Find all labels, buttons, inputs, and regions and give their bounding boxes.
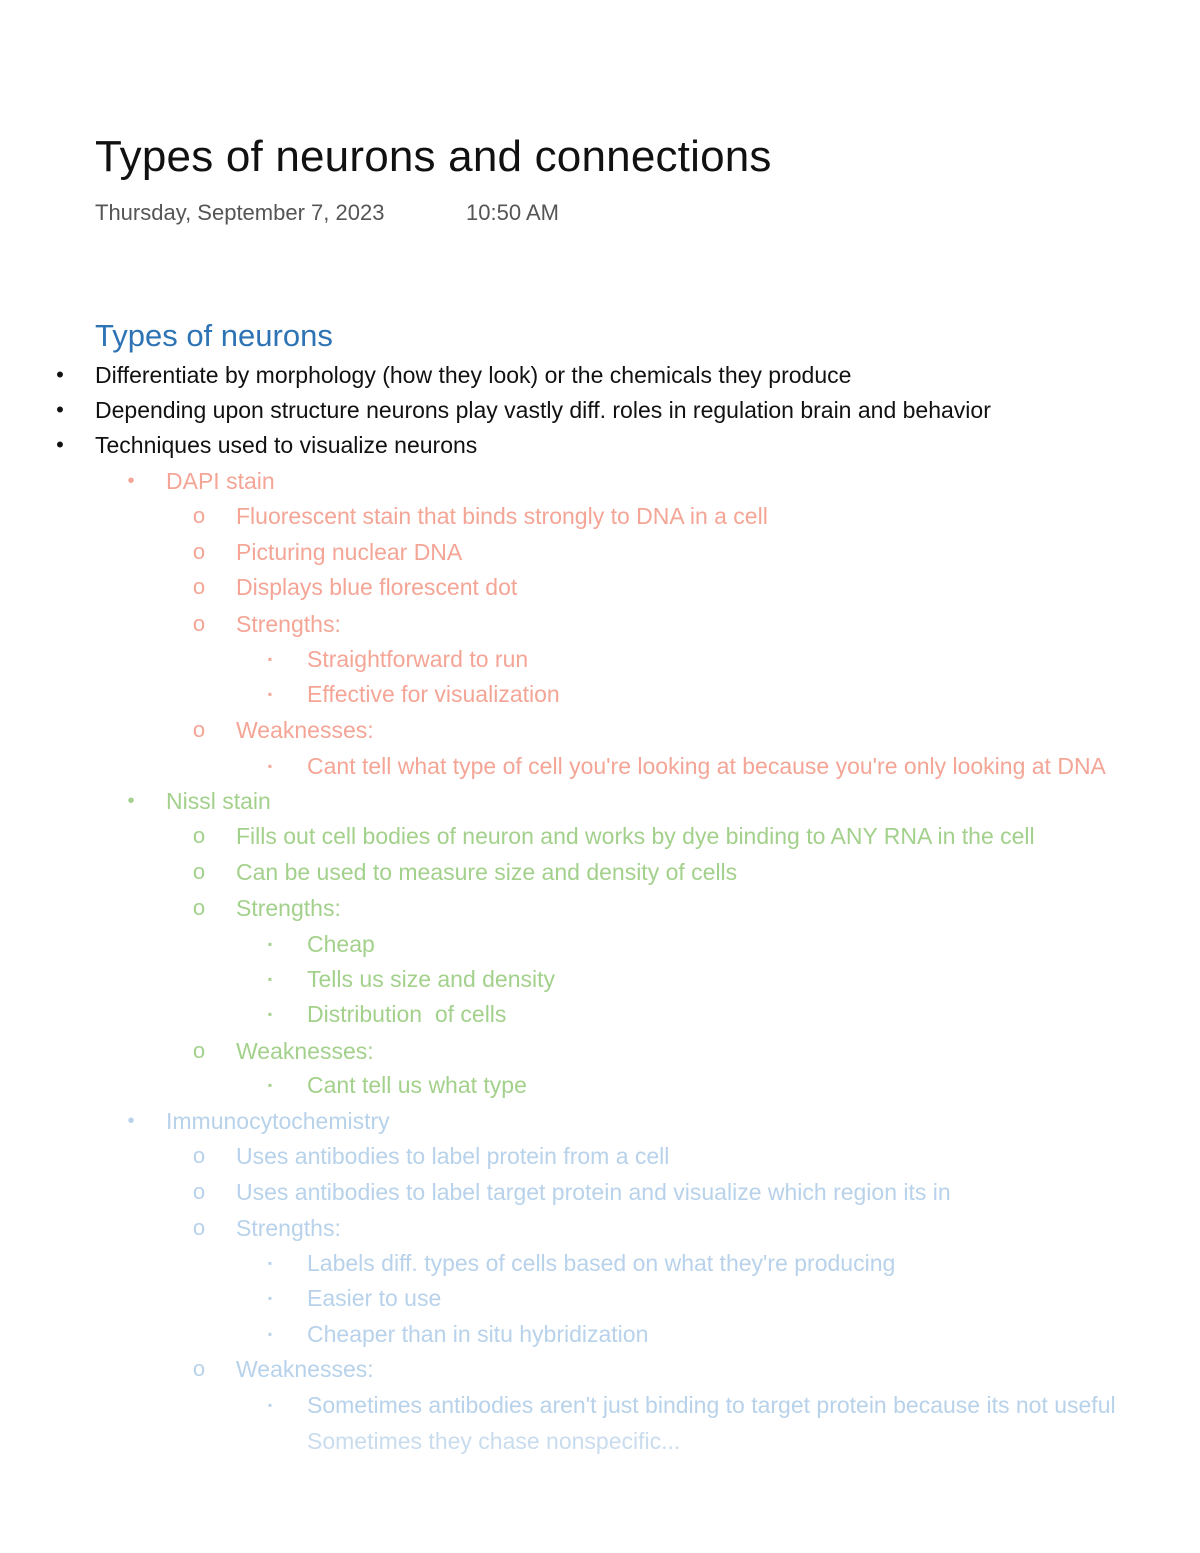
list-item-text: Cant tell what type of cell you're looking at because you're only looking at DNA — [307, 753, 1106, 779]
list-item-text: Fluorescent stain that binds strongly to DNA in a cell — [236, 503, 768, 529]
bullet-icon: ▪ — [267, 937, 273, 951]
strengths-label — [192, 608, 341, 640]
strengths-label — [192, 1212, 341, 1244]
list-item — [267, 928, 375, 960]
technique-dapi — [127, 465, 275, 497]
list-item-text: Strengths: — [236, 895, 341, 921]
bullet-icon: ▪ — [267, 1007, 273, 1021]
weaknesses-label — [192, 1035, 374, 1067]
bullet-icon: ▪ — [267, 1078, 273, 1092]
bullet-icon: o — [192, 1215, 206, 1240]
bullet-icon: • — [127, 1110, 135, 1132]
bullet-icon: • — [127, 470, 135, 492]
list-item-text: Sometimes they chase nonspecific... — [307, 1428, 681, 1454]
list-item-text: Tells us size and density — [307, 966, 556, 992]
list-item-text: Picturing nuclear DNA — [236, 539, 463, 565]
note-time: 10:50 AM — [466, 200, 559, 225]
list-item — [192, 571, 518, 603]
list-item-text: Weaknesses: — [236, 1356, 374, 1382]
list-item — [267, 1247, 896, 1279]
list-item-text: Effective for visualization — [307, 681, 560, 707]
list-item — [192, 500, 768, 532]
bullet-icon: ▪ — [267, 759, 273, 773]
list-item — [192, 536, 463, 568]
bullet-icon: o — [192, 859, 206, 884]
list-item — [267, 1282, 442, 1314]
bullet-icon: ▪ — [267, 1256, 273, 1270]
list-item — [192, 1176, 951, 1208]
list-item — [56, 394, 991, 426]
clipped-list-item — [307, 1425, 777, 1454]
bullet-icon: o — [192, 1356, 206, 1381]
page-title: Types of neurons and connections — [95, 132, 772, 181]
list-item — [56, 429, 478, 461]
weaknesses-label — [192, 1353, 374, 1385]
list-item-text: Uses antibodies to label target protein and visualize which region its in — [236, 1179, 951, 1205]
technique-icc — [127, 1105, 390, 1137]
bullet-icon: • — [56, 432, 64, 457]
list-item — [267, 750, 1106, 782]
technique-name: Nissl stain — [166, 788, 271, 814]
strengths-label — [192, 892, 341, 924]
list-item — [267, 643, 529, 675]
list-item — [267, 1389, 1116, 1421]
list-item-text: Straightforward to run — [307, 646, 529, 672]
list-item-text: Displays blue florescent dot — [236, 574, 518, 600]
list-item-text: Weaknesses: — [236, 717, 374, 743]
list-item — [267, 1318, 649, 1350]
bullet-icon: o — [192, 1179, 206, 1204]
list-item-text: Distribution of cells — [307, 1001, 507, 1027]
list-item-text: Easier to use — [307, 1285, 442, 1311]
list-item-text: Labels diff. types of cells based on what they're producing — [307, 1250, 896, 1276]
list-item — [192, 820, 1035, 852]
section-heading: Types of neurons — [95, 318, 333, 353]
bullet-icon: o — [192, 503, 206, 528]
list-item-text: Can be used to measure size and density of cells — [236, 859, 738, 885]
note-date: Thursday, September 7, 2023 — [95, 200, 385, 225]
technique-name: DAPI stain — [166, 468, 275, 494]
list-item-text: Strengths: — [236, 1215, 341, 1241]
technique-name: Immunocytochemistry — [166, 1108, 390, 1134]
bullet-icon: ▪ — [267, 972, 273, 986]
bullet-icon: • — [56, 397, 64, 422]
list-item — [267, 998, 507, 1030]
list-item-text: Cheaper than in situ hybridization — [307, 1321, 649, 1347]
list-item — [267, 1069, 527, 1101]
list-item-text: Weaknesses: — [236, 1038, 374, 1064]
list-item — [56, 359, 852, 391]
bullet-icon: • — [127, 790, 135, 812]
bullet-icon: o — [192, 895, 206, 920]
weaknesses-label — [192, 714, 374, 746]
list-item-text: Cant tell us what type — [307, 1072, 527, 1098]
technique-nissl — [127, 785, 271, 817]
bullet-icon: ▪ — [267, 1291, 273, 1305]
bullet-icon: • — [56, 362, 64, 387]
list-item — [267, 678, 560, 710]
list-item — [267, 963, 556, 995]
list-item-text: Differentiate by morphology (how they look) or the chemicals they produce — [95, 362, 852, 388]
bullet-icon: o — [192, 717, 206, 742]
bullet-icon: o — [192, 1143, 206, 1168]
list-item-text: Depending upon structure neurons play vastly diff. roles in regulation brain and behavior — [95, 397, 991, 423]
list-item-text: Cheap — [307, 931, 375, 957]
bullet-icon: o — [192, 823, 206, 848]
bullet-icon: o — [192, 574, 206, 599]
list-item-text: Uses antibodies to label protein from a cell — [236, 1143, 670, 1169]
list-item-text: Fills out cell bodies of neuron and works by dye binding to ANY RNA in the cell — [236, 823, 1035, 849]
bullet-icon: ▪ — [267, 1398, 273, 1412]
list-item-text: Techniques used to visualize neurons — [95, 432, 478, 458]
bullet-icon: o — [192, 1038, 206, 1063]
bullet-icon: ▪ — [267, 652, 273, 666]
list-item — [192, 1140, 670, 1172]
list-item — [192, 856, 738, 888]
bullet-icon: o — [192, 611, 206, 636]
bullet-icon: ▪ — [267, 687, 273, 701]
list-item-text: Sometimes antibodies aren't just binding to target protein because its not useful — [307, 1392, 1116, 1418]
bullet-icon: o — [192, 539, 206, 564]
list-item-text: Strengths: — [236, 611, 341, 637]
bullet-icon: ▪ — [267, 1327, 273, 1341]
